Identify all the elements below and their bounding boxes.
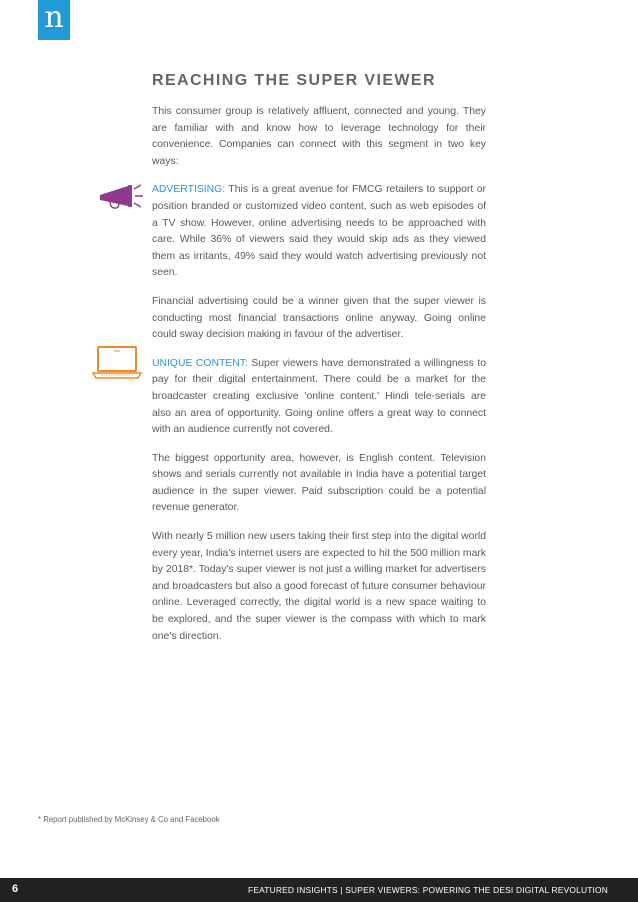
megaphone-icon [98, 183, 144, 211]
page-number: 6 [12, 883, 19, 895]
advertising-label: ADVERTISING: [152, 184, 226, 196]
laptop-icon [92, 345, 142, 379]
footnote: * Report published by McKinsey & Co and Facebook [38, 815, 220, 824]
article-content [152, 72, 486, 657]
advertising-text: This is a great avenue for FMCG retailers to support or position branded or customized video content, such as web episodes of a TV show. However, online advertising needs to be approached with care. While 36% of viewers said they would skip ads as they viewed them as irritants, 49% said they would watch advertising previously not seen. [152, 184, 486, 279]
section-heading: REACHING THE SUPER VIEWER [152, 72, 436, 89]
page-footer [0, 878, 638, 902]
nielsen-logo [38, 0, 70, 40]
unique-content-text: Super viewers have demonstrated a willingness to pay for their digital entertainment. There could be a market for the broadcaster creating exclusive 'online content.' Hindi tele-serials are also an area of opportunity. Going online offers a great way to connect with an audience currently not covered. [152, 357, 486, 436]
intro-paragraph: This consumer group is relatively affluent, connected and young. They are familiar with and know how to leverage technology for their convenience. Companies can connect with this segment in two key ways: [152, 106, 486, 167]
financial-paragraph: Financial advertising could be a winner given that the super viewer is conducting most financial transactions online anyway. Going online could sway decision making in favour of the advertiser. [152, 295, 486, 341]
unique-content-label: UNIQUE CONTENT: [152, 357, 248, 369]
footer-title: FEATURED INSIGHTS | SUPER VIEWERS: POWERING THE DESI DIGITAL REVOLUTION [248, 885, 608, 895]
english-content-paragraph: The biggest opportunity area, however, is English content. Television shows and serials currently not available in India have a potential target audience in the super viewer. Paid subscription could be a potential revenue generator. [152, 452, 486, 514]
advertising-paragraph [152, 182, 486, 282]
unique-content-paragraph [152, 356, 486, 439]
closing-paragraph: With nearly 5 million new users taking their first step into the digital world every year, India's internet users are expected to hit the 500 million mark by 2018*. Today's super viewer is not just a willing market for advertisers and broadcasters but also a good forecast of future consumer behaviour online. Leveraged correctly, the digital world is a new space waiting to be explored, and the super viewer is the compass with which to mark one's direction. [152, 531, 486, 642]
logo-letter: n [44, 0, 64, 35]
